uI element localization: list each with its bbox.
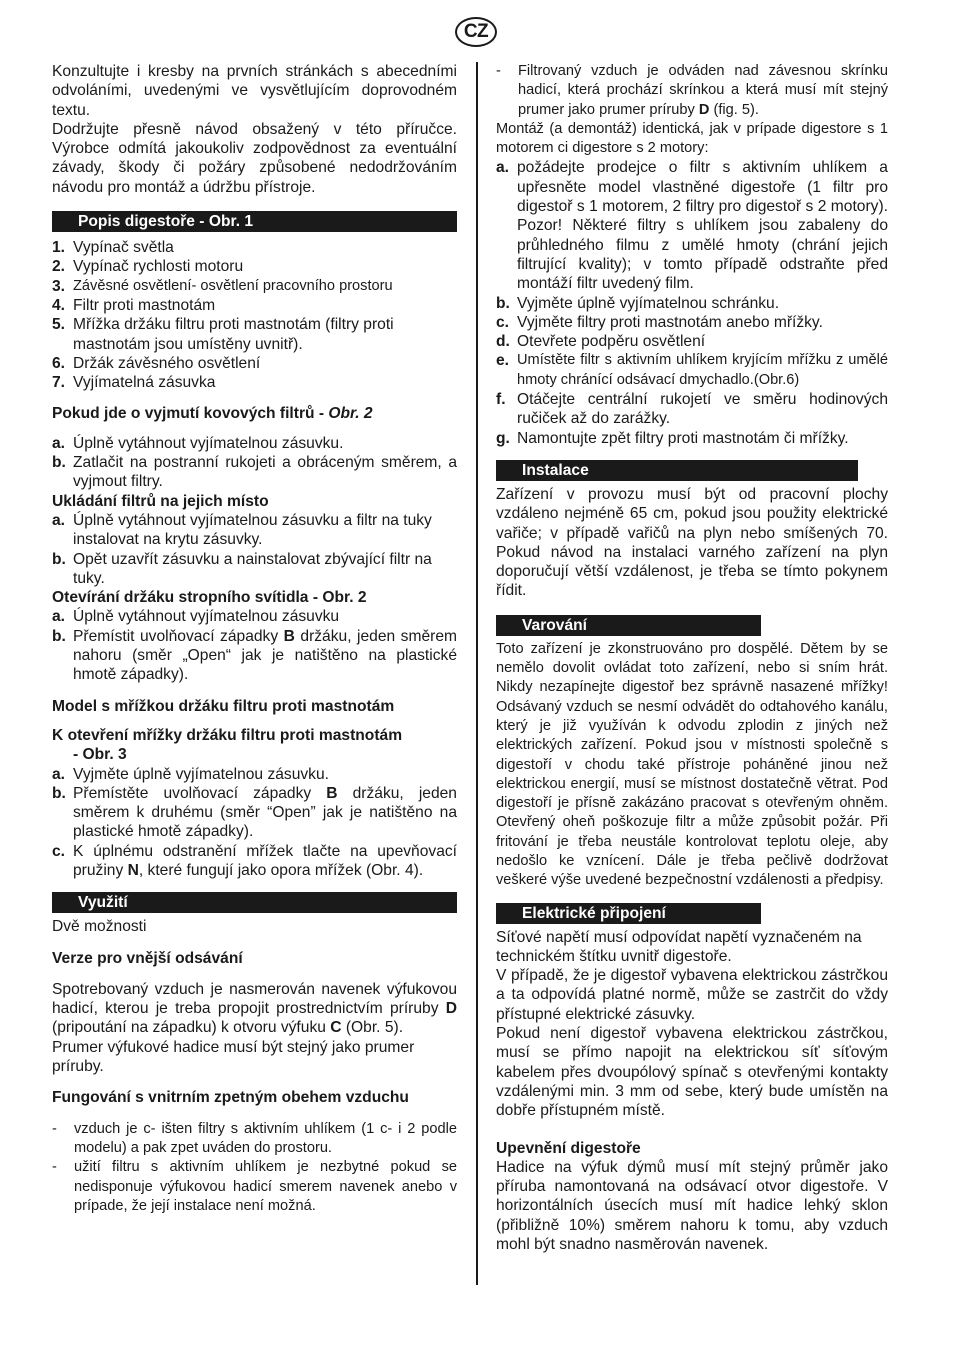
list-marker: - xyxy=(52,1159,57,1176)
list-text: Úplně vytáhnout vyjímatelnou zásuvku a filtr na tuky instalovat na krytu zásuvky. xyxy=(73,511,432,549)
list-text: Umístěte filtr s aktivním uhlíkem kryjícím mřížku z umělé hmoty chránící odsávací dmychadlo.(Obr.6) xyxy=(517,352,888,388)
list-text: vzduch je c- išten filtry s aktivním uhlíkem (1 c- i 2 podle modelu) a pak zpet uváden do prostoru. xyxy=(74,1120,457,1156)
list-item xyxy=(52,315,457,354)
options-text: Dvě možnosti xyxy=(52,918,147,936)
intro-paragraph: Konzultujte i kresby na prvních stránkách s abecedními odvoláními, uvedenými ve vysvětlujícím doprovodném textu. xyxy=(52,63,457,119)
list-text: Úplně vytáhnout vyjímatelnou zásuvku. xyxy=(73,434,344,452)
list-text: Zatlačit na postranní rukojeti a obráceným směrem, a vyjmout filtry. xyxy=(73,454,457,491)
list-item xyxy=(52,511,457,550)
list-marker: - xyxy=(52,1120,57,1137)
section-header-varovani: Varování xyxy=(496,615,761,636)
parts-list xyxy=(52,238,457,392)
list-text: Mřížka držáku filtru proti mastnotám (filtry proti mastnotám jsou umístěny uvnitř). xyxy=(73,316,394,353)
list-text: Vyjměte úplně vyjímatelnou schránku. xyxy=(517,294,780,312)
section-header-instalace: Instalace xyxy=(496,460,858,481)
list-marker: a. xyxy=(52,765,66,783)
right-column xyxy=(496,62,888,1254)
list-item xyxy=(52,765,457,784)
list-text: Vyjměte filtry proti mastnotám anebo mřížky. xyxy=(517,313,823,331)
list-item xyxy=(52,550,457,589)
varovani-paragraph: Toto zařízení je zkonstruováno pro dospělé. Dětem by se nemělo dovolit ovládat toto zařízení, nebo si sním hrát. Nikdy nezapínejte digestoř bez správně nasazené mřížky! Odsávaný vzduch se nesmí odvádět do odtahového kanálu, který je již využíván k odvodu zplodin z jiných než elektrických zařízení. Pokud jsou v místnosti společně s digestoří v chodu také přístroje poháněné jinou než elektrickou energií, musí se místnost dostatečně větrat. Pod digestoří je přísně zakázáno pracovat s otevřeným ohněm. Otevřený oheň poškozuje filtr a může způsobit požár. Při fritování je třeba neustále kontrolovat teplotu oleje, aby nedošlo ke vznícení. Dále je třeba pečlivě dodržovat veškeré výše uvedené bezpečnostní vzdálenosti a předpisy. xyxy=(496,640,888,889)
heading-text: Pokud jde o vyjmutí kovových filtrů - xyxy=(52,405,329,423)
list-text: Přemístěte uvolňovací západky B držáku, jeden směrem k druhému (směr “Open” jak je natištěno na plastické hmotě západky). xyxy=(73,784,457,841)
montaz-paragraph: Montáž (a demontáž) identická, jak v prípade digestore s 1 motorem ci digestore s 2 motory: xyxy=(496,120,888,157)
list-text: Filtr proti mastnotám xyxy=(73,296,216,314)
prumer-paragraph: Prumer výfukové hadice musí být stejný jako prumer príruby. xyxy=(52,1038,415,1076)
heading-otevreni-ref: - Obr. 3 xyxy=(73,746,127,764)
heading-otevreni: K otevření mřížky držáku filtru proti mastnotám xyxy=(52,726,403,744)
elektricke-paragraph-1: Síťové napětí musí odpovídat napětí vyznačeném na technickém štítku uvnitř digestoře. xyxy=(496,928,862,965)
instalace-paragraph: Zařízení v provozu musí být od pracovní plochy vzdáleno nejméně 65 cm, pokud jsou použity elektrické vařiče; v případě vařičů na plyn nebo smíšených 70. Pokud návod na instalaci varného zařízení na plyn doporučují větší vzdálenost, je třeba se tímto pokynem řídit. xyxy=(496,485,888,600)
list-marker: b. xyxy=(52,784,66,802)
section-header-vyuziti: Využití xyxy=(52,892,457,913)
list-item xyxy=(496,332,888,351)
list-marker: b. xyxy=(52,627,66,645)
list-marker: 1. xyxy=(52,239,66,257)
heading-fungovani: Fungování s vnitrním zpetným obehem vzduchu xyxy=(52,1089,409,1107)
list-text: Úplně vytáhnout vyjímatelnou zásuvku xyxy=(73,608,340,626)
list-item xyxy=(496,313,888,332)
list-item xyxy=(52,1158,457,1216)
list-item xyxy=(52,627,457,685)
list-text: Vyjměte úplně vyjímatelnou zásuvku. xyxy=(73,765,329,783)
list-text: Otáčejte centrální rukojetí ve směru hodinových ručiček až do zarážky. xyxy=(517,391,888,428)
list-text: Závěsné osvětlení- osvětlení pracovního prostoru xyxy=(73,277,393,294)
list-item xyxy=(52,354,457,373)
list-text: Otevřete podpěru osvětlení xyxy=(517,333,706,351)
list-text: Přemístit uvolňovací západky B držáku, jeden směrem nahoru (směr „Open“ jak je natištěno na plastické hmotě západky). xyxy=(73,627,457,684)
list-item xyxy=(52,842,457,881)
list-marker: g. xyxy=(496,429,510,447)
language-badge: CZ xyxy=(455,17,497,47)
list-marker: b. xyxy=(52,550,66,568)
list-item xyxy=(52,277,457,296)
list-marker: 6. xyxy=(52,354,66,372)
heading-verze: Verze pro vnější odsávání xyxy=(52,949,243,967)
list-item xyxy=(496,390,888,429)
list-marker: a. xyxy=(52,434,66,452)
list-marker: e. xyxy=(496,352,510,370)
list-marker: - xyxy=(496,63,501,79)
list-item xyxy=(52,238,457,257)
list-marker: c. xyxy=(52,842,66,860)
heading-otevirani: Otevírání držáku stropního svítidla - Obr. 2 xyxy=(52,589,367,607)
list-item xyxy=(52,434,457,453)
list-text: užití filtru s aktivním uhlíkem je nezbytné pokud se nedisponuje výfukovou hadicí smerem navenek anebo v prípade, že její instalace není možná. xyxy=(74,1159,457,1214)
list-marker: c. xyxy=(496,313,510,331)
elektricke-paragraph-2: V případě, že je digestoř vybavena elektrickou zástrčkou a ta odpovídá platné normě, může se zastrčit do vždy přístupné elektrické zásuvky. xyxy=(496,967,888,1023)
list-marker: 7. xyxy=(52,374,66,392)
list-text: Opět uzavřít zásuvku a nainstalovat zbývající filtr na tuky. xyxy=(73,550,432,587)
list-item xyxy=(52,453,457,492)
list-item xyxy=(52,1120,457,1159)
list-marker: f. xyxy=(496,391,506,409)
list-marker: a. xyxy=(52,511,66,529)
list-item xyxy=(496,429,888,448)
list-item xyxy=(52,373,457,392)
list-item xyxy=(496,294,888,313)
list-item xyxy=(52,607,457,626)
section-header-elektricke: Elektrické připojení xyxy=(496,903,761,924)
list-text: Vypínač rychlosti motoru xyxy=(73,258,244,276)
list-text: Držák závěsného osvětlení xyxy=(73,354,261,372)
list-marker: d. xyxy=(496,333,510,351)
verze-paragraph: Spotrebovaný vzduch je nasmerován navenek výfukovou hadicí, kterou je treba propojit prostrednictvím príruby D (pripoutání na západku) k otvoru výfuku C (Obr. 5). xyxy=(52,980,457,1037)
list-text: požádejte prodejce o filtr s aktivním uhlíkem a upřesněte model vlastněné digestoře (1 filtr pro digestoř s 1 motorem, 2 filtry pro digestoř s 2 motory). Pozor! Některé filtry s uhlíkem jsou zabaleny do průhledného filmu z umělé hmoty (chrání jejich filtrující kvality); v tomto případě odstraňte před montáží filtr uvedený film. xyxy=(517,159,888,293)
column-divider xyxy=(476,62,478,1285)
list-text: Filtrovaný vzduch je odváden nad závesnou skrínku hadicí, která prochází skrínkou a která musí mít stejný prumer jako prumer príruby D (fig. 5). xyxy=(518,63,888,118)
list-marker: 3. xyxy=(52,277,66,295)
list-item xyxy=(496,351,888,390)
heading-ukladani: Ukládání filtrů na jejich místo xyxy=(52,492,269,510)
disclaimer-paragraph: Dodržujte přesně návod obsažený v této příručce. Výrobce odmítá jakoukoliv zodpovědnost za eventuální závady, škody či požáry způsobené nedodržováním návodu pro montáž a údržbu přístroje. xyxy=(52,120,457,196)
list-item xyxy=(52,257,457,276)
section-header-popis: Popis digestoře - Obr. 1 xyxy=(52,211,457,232)
list-text: K úplnému odstranění mřížek tlačte na upevňovací pružiny N, které fungují jako opora mřížek (Obr. 4). xyxy=(73,842,457,879)
list-marker: b. xyxy=(496,294,510,312)
list-marker: 5. xyxy=(52,316,66,334)
elektricke-paragraph-3: Pokud není digestoř vybavena elektrickou zástrčkou, musí se přímo napojit na elektrickou síť síťovým kabelem přes dvoupólový spínač s otevřenými kontakty vzdálenými min. 3 mm od sebe, který bude umístěn na dobře přístupném místě. xyxy=(496,1025,888,1120)
upevneni-paragraph: Hadice na výfuk dýmů musí mít stejný průměr jako příruba namontovaná na odsávací otvor digestoře. V horizontálních úsecích musí mít hadice lehký sklon (přibližně 10%) směrem nahoru k tomu, aby vzduch mohl být snadno nasměrován navenek. xyxy=(496,1158,888,1254)
list-text: Namontujte zpět filtry proti mastnotám či mřížky. xyxy=(517,429,849,447)
list-item xyxy=(496,62,888,120)
list-marker: a. xyxy=(496,159,510,177)
heading-vyjmuti xyxy=(52,404,457,423)
list-text: Vypínač světla xyxy=(73,239,174,257)
list-item xyxy=(496,158,888,293)
list-marker: a. xyxy=(52,608,66,626)
heading-model: Model s mřížkou držáku filtru proti mastnotám xyxy=(52,697,395,715)
list-marker: 2. xyxy=(52,258,66,276)
figure-ref: Obr. 2 xyxy=(328,405,373,423)
left-column xyxy=(52,62,457,1216)
list-marker: 4. xyxy=(52,296,66,314)
list-item xyxy=(52,296,457,315)
heading-upevneni: Upevnění digestoře xyxy=(496,1139,641,1157)
list-marker: b. xyxy=(52,454,66,472)
list-text: Vyjímatelná zásuvka xyxy=(73,374,216,392)
list-item xyxy=(52,784,457,842)
